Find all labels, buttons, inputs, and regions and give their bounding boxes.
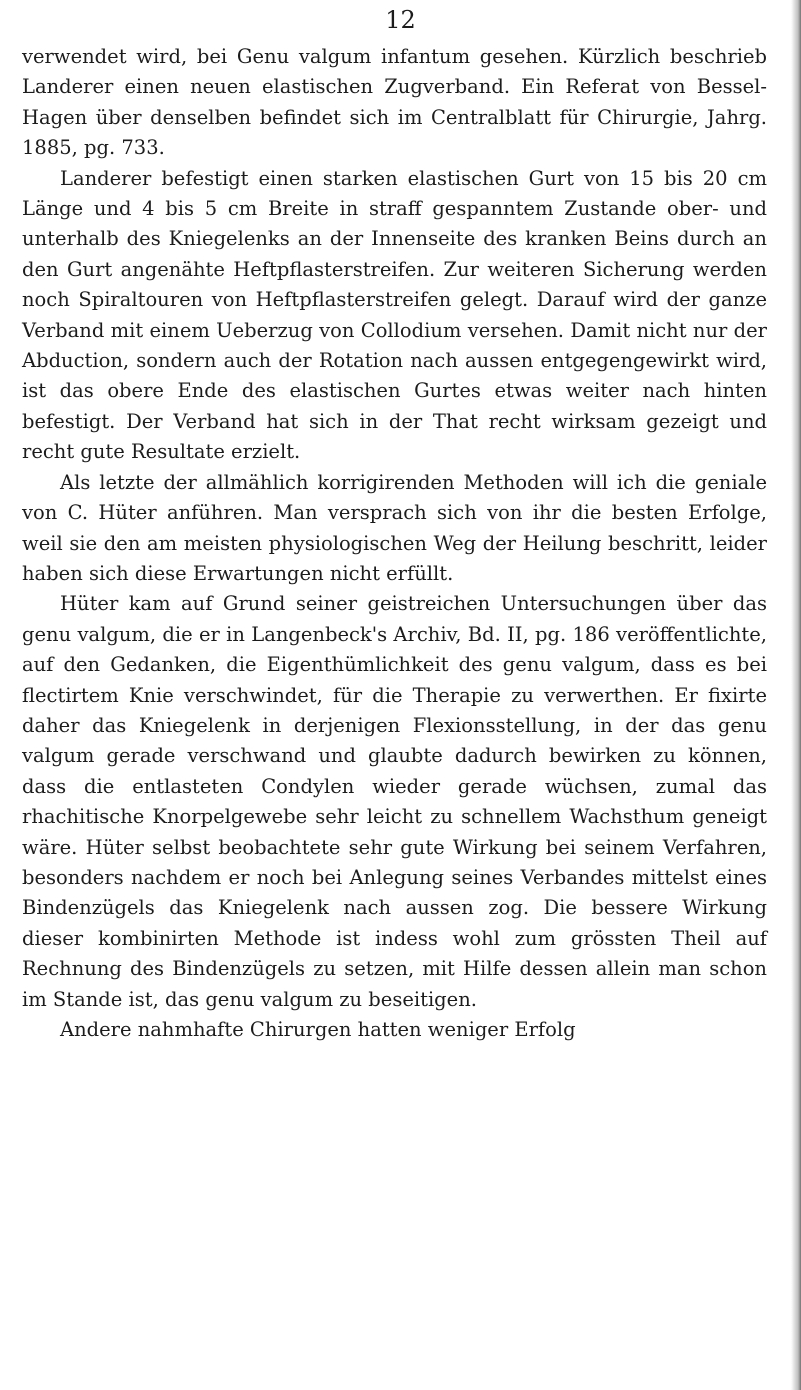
paragraph-5: Andere nahmhafte Chirurgen hatten weniger Erfolg	[60, 1018, 576, 1041]
paragraph-1: verwendet wird, bei Genu valgum infantum gesehen. Kürzlich beschrieb Landerer einen neuen elastischen Zugverband. Ein Referat von Bessel-Hagen über denselben befindet sich im Centralblatt für Chirurgie, Jahrg. 1885, pg. 733.	[22, 45, 767, 160]
page-number: 12	[385, 6, 416, 34]
paragraph-4: Hüter kam auf Grund seiner geistreichen Untersuchungen über das genu valgum, die er in Langenbeck's Archiv, Bd. II, pg. 186 veröffentlichte, auf den Gedanken, die Eigenthümlichkeit des genu valgum, dass es bei flectirtem Knie verschwindet, für die Therapie zu verwerthen. Er fixirte daher das Kniegelenk in derjenigen Flexionsstellung, in der das genu valgum gerade verschwand und glaubte dadurch bewirken zu können, dass die entlasteten Condylen wieder gerade wüchsen, zumal das rhachitische Knorpelgewebe sehr leicht zu schnellem Wachsthum geneigt wäre. Hüter selbst beobachtete sehr gute Wirkung bei seinem Verfahren, besonders nachdem er noch bei Anlegung seines Verbandes mittelst eines Bindenzügels das Kniegelenk nach aussen zog. Die bessere Wirkung dieser kombinirten Methode ist indess wohl zum grössten Theil auf Rechnung des Bindenzügels zu setzen, mit Hilfe dessen allein man schon im Stande ist, das genu valgum zu beseitigen.	[22, 592, 767, 1011]
page-edge-shadow	[791, 0, 801, 1390]
paragraph-3: Als letzte der allmählich korrigirenden Methoden will ich die geniale von C. Hüter anführen. Man versprach sich von ihr die besten Erfolge, weil sie den am meisten physiologischen Weg der Heilung beschritt, leider haben sich diese Erwartungen nicht erfüllt.	[22, 470, 767, 585]
page-body	[22, 42, 767, 1045]
paragraph-2: Landerer befestigt einen starken elastischen Gurt von 15 bis 20 cm Länge und 4 bis 5 cm Breite in straff gespanntem Zustande ober- und unterhalb des Kniegelenks an der Innenseite des kranken Beins durch an den Gurt angenähte Heftpflasterstreifen. Zur weiteren Sicherung werden noch Spiraltouren von Heftpflasterstreifen gelegt. Darauf wird der ganze Verband mit einem Ueberzug von Collodium versehen. Damit nicht nur der Abduction, sondern auch der Rotation nach aussen entgegengewirkt wird, ist das obere Ende des elastischen Gurtes etwas weiter nach hinten befestigt. Der Verband hat sich in der That recht wirksam gezeigt und recht gute Resultate erzielt.	[22, 166, 767, 464]
